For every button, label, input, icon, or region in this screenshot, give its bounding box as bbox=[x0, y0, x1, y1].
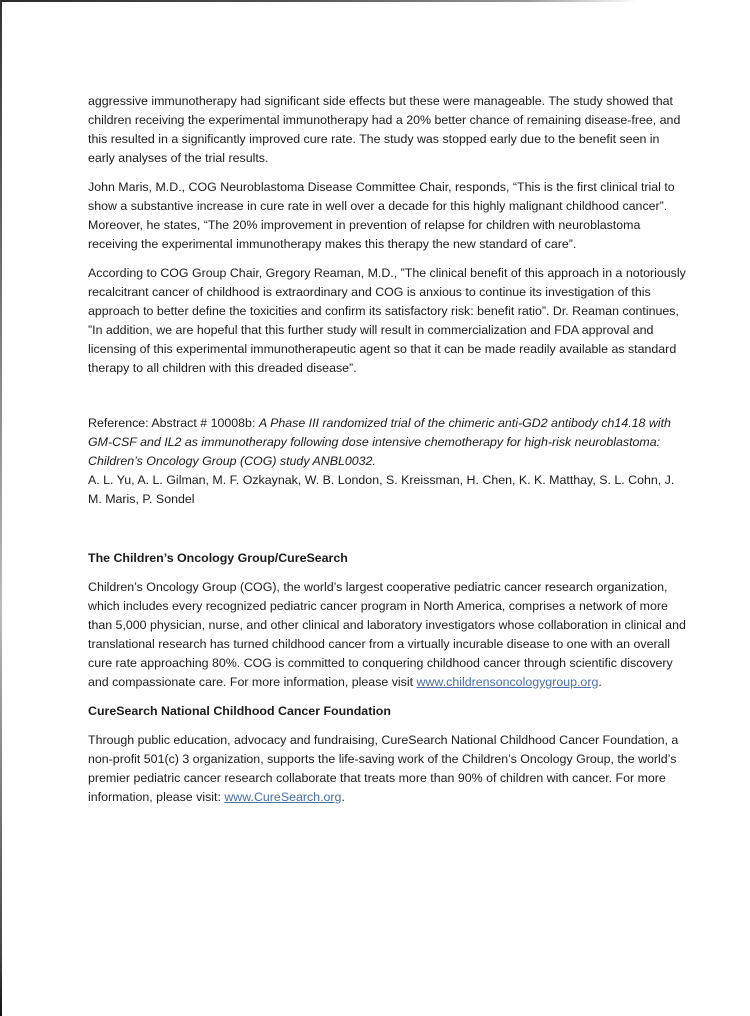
cog-website-link[interactable]: www.childrensoncologygroup.org bbox=[416, 675, 599, 689]
document-page bbox=[88, 92, 688, 817]
curesearch-section-heading: CureSearch National Childhood Cancer Foundation bbox=[88, 704, 391, 718]
reference-block bbox=[88, 414, 688, 509]
cog-section-heading: The Children’s Oncology Group/CureSearch bbox=[88, 551, 348, 565]
spacer bbox=[88, 388, 688, 414]
reference-title: A Phase III randomized trial of the chimeric anti-GD2 antibody ch14.18 with GM-CSF and IL2 as immunotherapy following dose intensive chemotherapy for high-risk neuroblastoma: Children’s Oncology Group (COG) study ANBL0032. bbox=[88, 416, 671, 468]
cog-section-body bbox=[88, 578, 688, 692]
paragraph-maris-quote: John Maris, M.D., COG Neuroblastoma Disease Committee Chair, responds, “This is the first clinical trial to show a substantive increase in cure rate in well over a decade for this highly malignant childhood cancer”. Moreover, he states, “The 20% improvement in prevention of relapse for children with neuroblastoma receiving the experimental immunotherapy makes this therapy the new standard of care”. bbox=[88, 180, 675, 251]
scan-top-edge bbox=[0, 0, 750, 2]
paragraph-study-results: aggressive immunotherapy had significant side effects but these were manageable. The study showed that children receiving the experimental immunotherapy had a 20% better chance of remaining disease-free, and this resulted in a significantly improved cure rate. The study was stopped early due to the benefit seen in early analyses of the trial results. bbox=[88, 94, 681, 165]
paragraph-reaman-quote: According to COG Group Chair, Gregory Reaman, M.D., ”The clinical benefit of this approach in a notoriously recalcitrant cancer of childhood is extraordinary and COG is anxious to continue its investigation of this approach to better define the toxicities and confirm its satisfactory risk: benefit ratio”. Dr. Reaman continues, ”In addition, we are hopeful that this further study will result in commercialization and FDA approval and licensing of this experimental immunotherapeutic agent so that it can be made readily available as standard therapy to all children with this dreaded disease”. bbox=[88, 266, 686, 375]
reference-authors: A. L. Yu, A. L. Gilman, M. F. Ozkaynak, W. B. London, S. Kreissman, H. Chen, K. K. Matthay, S. L. Cohn, J. M. Maris, P. Sondel bbox=[88, 473, 675, 506]
reference-prefix: Reference: Abstract # 10008b: bbox=[88, 416, 259, 430]
curesearch-website-link[interactable]: www.CureSearch.org bbox=[224, 790, 342, 804]
scan-left-edge bbox=[0, 0, 2, 1016]
reference-citation bbox=[88, 414, 688, 471]
cog-body-text: Children’s Oncology Group (COG), the world’s largest cooperative pediatric cancer research organization, which includes every recognized pediatric cancer program in North America, comprises a network of more than 5,000 physician, nurse, and other clinical and laboratory investigators whose collaboration in clinical and translational research has turned childhood cancer from a virtually incurable disease to one with an overall cure rate approaching 80%. COG is committed to conquering childhood cancer through scientific discovery and compassionate care. For more information, please visit bbox=[88, 580, 686, 689]
cog-suffix: . bbox=[598, 675, 602, 689]
curesearch-suffix: . bbox=[341, 790, 345, 804]
curesearch-body-text: Through public education, advocacy and fundraising, CureSearch National Childhood Cancer Foundation, a non-profit 501(c) 3 organization, supports the life-saving work of the Children’s Oncology Group, the world’s premier pediatric cancer research collaborate that treats more than 90% of children with cancer. For more information, please visit: bbox=[88, 733, 679, 804]
curesearch-section-body bbox=[88, 731, 688, 807]
spacer bbox=[88, 509, 688, 549]
